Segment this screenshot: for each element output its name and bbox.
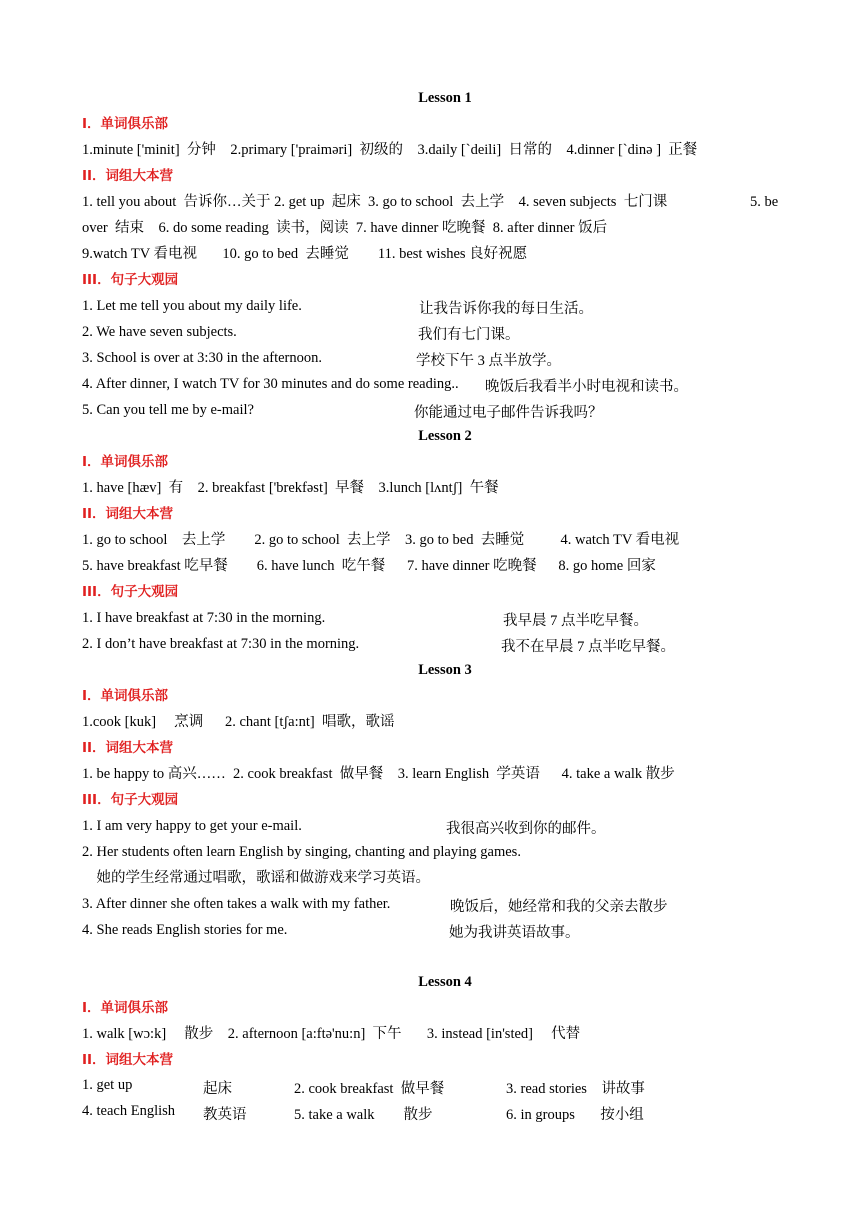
sentence-zh: 晚饭后，她经常和我的父亲去散步 bbox=[450, 899, 668, 915]
sentence-en: 1. I have breakfast at 7:30 in the morning. bbox=[82, 610, 326, 626]
sentence-zh: 我早晨 7 点半吃早餐。 bbox=[503, 613, 648, 629]
section-heading-phrases: II．词组大本营 bbox=[82, 168, 174, 184]
phrase-line: 1. tell you about 告诉你…关于 2. get up 起床 3. go to school 去上学 4. seven subjects 七门课 bbox=[82, 194, 668, 210]
section-heading-phrases: II．词组大本营 bbox=[82, 740, 174, 756]
sentence-en: 2. We have seven subjects. bbox=[82, 324, 237, 340]
section-heading-phrases: II．词组大本营 bbox=[82, 506, 174, 522]
lesson-title: Lesson 2 bbox=[418, 428, 472, 444]
sentence-zh-line: 她的学生经常通过唱歌，歌谣和做游戏来学习英语。 bbox=[82, 870, 430, 886]
phrase-cell: 4. teach English bbox=[82, 1103, 176, 1119]
sentence-en: 4. She reads English stories for me. bbox=[82, 922, 288, 938]
phrase-cell: 5. take a walk 散步 bbox=[294, 1107, 433, 1123]
section-heading-words: I．单词俱乐部 bbox=[82, 688, 169, 704]
section-heading-sentences: III．句子大观园 bbox=[82, 792, 179, 808]
sentence-zh: 让我告诉你我的每日生活。 bbox=[419, 301, 593, 317]
lesson-title: Lesson 1 bbox=[418, 90, 472, 106]
phrase-line: 9.watch TV 看电视 10. go to bed 去睡觉 11. best wishes 良好祝愿 bbox=[82, 246, 528, 262]
sentence-en: 2. Her students often learn English by singing, chanting and playing games. bbox=[82, 844, 521, 860]
phrase-cell: 起床 bbox=[203, 1081, 232, 1097]
section-heading-phrases: II．词组大本营 bbox=[82, 1052, 174, 1068]
section-heading-sentences: III．句子大观园 bbox=[82, 272, 179, 288]
section-heading-sentences: III．句子大观园 bbox=[82, 584, 179, 600]
section-heading-words: I．单词俱乐部 bbox=[82, 116, 169, 132]
sentence-en: 1. Let me tell you about my daily life. bbox=[82, 298, 302, 314]
sentence-zh: 我很高兴收到你的邮件。 bbox=[446, 821, 606, 837]
sentence-zh: 她为我讲英语故事。 bbox=[449, 925, 580, 941]
section-heading-words: I．单词俱乐部 bbox=[82, 454, 169, 470]
sentence-zh: 学校下午 3 点半放学。 bbox=[416, 353, 561, 369]
sentence-zh: 晚饭后我看半小时电视和读书。 bbox=[485, 379, 688, 395]
word-list: 1. have [hæv] 有 2. breakfast ['brekfəst] 早餐 3.lunch [lʌntʃ] 午餐 bbox=[82, 480, 499, 496]
sentence-en: 5. Can you tell me by e-mail? bbox=[82, 402, 254, 418]
sentence-en: 2. I don’t have breakfast at 7:30 in the morning. bbox=[82, 636, 360, 652]
sentence-en: 4. After dinner, I watch TV for 30 minutes and do some reading.. bbox=[82, 376, 459, 392]
sentence-en: 1. I am very happy to get your e-mail. bbox=[82, 818, 302, 834]
sentence-en: 3. School is over at 3:30 in the afternoon. bbox=[82, 350, 323, 366]
phrase-cell: 2. cook breakfast 做早餐 bbox=[294, 1081, 445, 1097]
word-list: 1. walk [wɔ:k] 散步 2. afternoon [a:ftə'nu:n] 下午 3. instead [in'sted] 代替 bbox=[82, 1026, 581, 1042]
phrase-cell: 1. get up bbox=[82, 1077, 133, 1093]
phrase-line: 1. be happy to 高兴…… 2. cook breakfast 做早餐 3. learn English 学英语 4. take a walk 散步 bbox=[82, 766, 675, 782]
phrase-cell: 6. in groups 按小组 bbox=[506, 1107, 644, 1123]
lesson-title: Lesson 4 bbox=[418, 974, 472, 990]
sentence-zh: 我不在早晨 7 点半吃早餐。 bbox=[501, 639, 675, 655]
word-list: 1.minute ['minit] 分钟 2.primary ['praiməri] 初级的 3.daily [`deili] 日常的 4.dinner [`dinə ] 正餐 bbox=[82, 142, 698, 158]
sentence-en: 3. After dinner she often takes a walk with my father. bbox=[82, 896, 391, 912]
phrase-line-wrap: 5. be bbox=[750, 194, 779, 210]
sentence-zh: 我们有七门课。 bbox=[418, 327, 520, 343]
section-heading-words: I．单词俱乐部 bbox=[82, 1000, 169, 1016]
phrase-line: 5. have breakfast 吃早餐 6. have lunch 吃午餐 7. have dinner 吃晚餐 8. go home 回家 bbox=[82, 558, 656, 574]
lesson-title: Lesson 3 bbox=[418, 662, 472, 678]
phrase-cell: 教英语 bbox=[203, 1107, 247, 1123]
phrase-line: 1. go to school 去上学 2. go to school 去上学 3. go to bed 去睡觉 4. watch TV 看电视 bbox=[82, 532, 680, 548]
phrase-line: over 结束 6. do some reading 读书，阅读 7. have dinner 吃晚餐 8. after dinner 饭后 bbox=[82, 220, 608, 236]
sentence-zh: 你能通过电子邮件告诉我吗？ bbox=[414, 405, 603, 421]
word-list: 1.cook [kuk] 烹调 2. chant [tʃa:nt] 唱歌，歌谣 bbox=[82, 714, 395, 730]
phrase-cell: 3. read stories 讲故事 bbox=[506, 1081, 645, 1097]
